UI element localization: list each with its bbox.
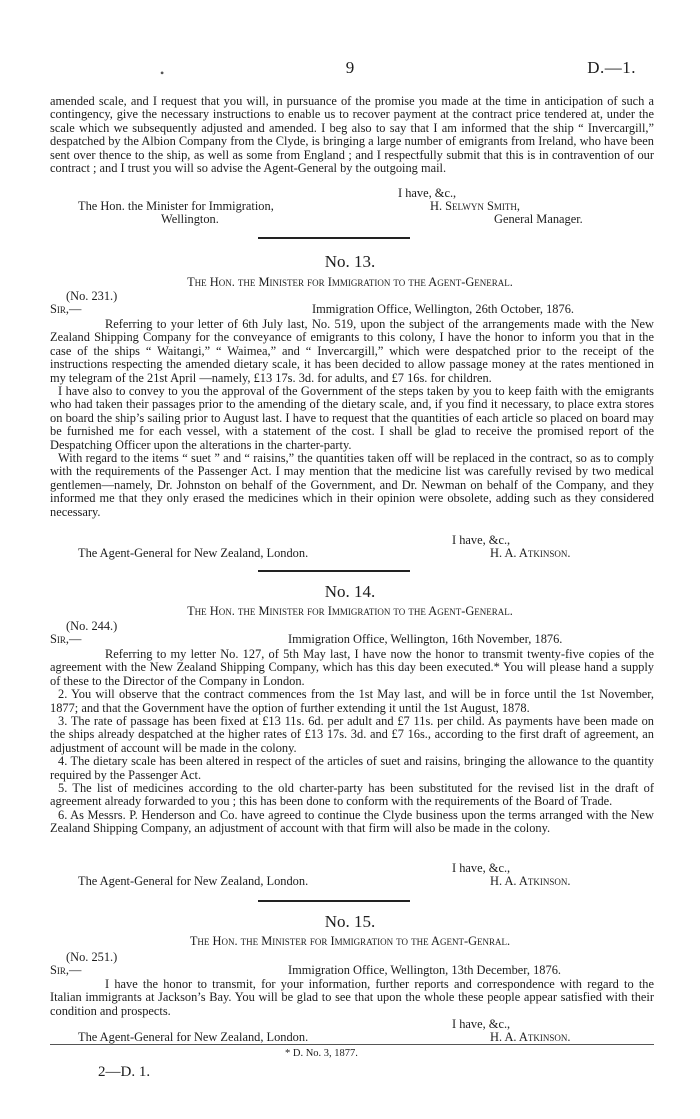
letter-14-paragraph: Referring to my letter No. 127, of 5th May last, I have now the honor to transmit twenty-five copies of the agreement with the New Zealand Shipping Company, which has this day been executed.* You will please hand a supply of these to the Director of the Company in London. <box>50 647 654 688</box>
letter-15-ref: (No. 251.) <box>66 950 118 964</box>
header-mark: • <box>160 66 165 80</box>
intro-paragraph <box>50 95 654 175</box>
letter-14-closing: I have, &c., <box>452 861 511 875</box>
letter-14-addressee: The Agent-General for New Zealand, London. <box>78 874 309 888</box>
page-number: 9 <box>345 58 355 77</box>
section-rule <box>258 570 410 572</box>
section-rule <box>258 237 410 239</box>
document-reference: D.—1. <box>587 58 636 77</box>
letter-15-place-date: Immigration Office, Wellington, 13th December, 1876. <box>288 963 561 977</box>
letter-14-ref: (No. 244.) <box>66 619 118 633</box>
letter-14-heading: No. 14. <box>324 582 376 601</box>
intro-addressee-line1: The Hon. the Minister for Immigration, <box>78 199 274 213</box>
letter-13-paragraph: Referring to your letter of 6th July last, No. 519, upon the subject of the arrangements made with the New Zealand Shipping Company for the conveyance of emigrants to this colony, I have the honor to inform you that in the case of the ships “ Waitangi,” “ Waimea,” and “ Invercargill,” which were despatched prior to the receipt of the instructions respecting the amended dietary scale, it has been decided to allow passage money at the rates mentioned in my telegram of the 21st April —namely, £13 17s. 3d. for adults, and £7 16s. for children. <box>50 317 654 385</box>
letter-13-closing: I have, &c., <box>452 533 511 547</box>
intro-signatory-title: General Manager. <box>494 212 583 226</box>
letter-14-salutation: Sir,— <box>50 632 82 646</box>
letter-13-signatory: H. A. Atkinson. <box>490 546 571 560</box>
letter-13-subheading: The Hon. the Minister for Immigration to the Agent-General. <box>187 275 513 289</box>
letter-14-place-date: Immigration Office, Wellington, 16th November, 1876. <box>288 632 563 646</box>
intro-addressee-line2: Wellington. <box>161 212 219 226</box>
letter-15-body <box>50 978 654 1018</box>
letter-15-heading: No. 15. <box>324 912 376 931</box>
letter-14-signatory: H. A. Atkinson. <box>490 874 571 888</box>
intro-closing: I have, &c., <box>398 186 457 200</box>
letter-15-paragraph: I have the honor to transmit, for your information, further reports and correspondence with regard to the Italian immigrants at Jackson’s Bay. You will be glad to see that upon the whole these people appear satisfied with their condition and prospects. <box>50 977 654 1018</box>
letter-14-paragraph: 5. The list of medicines according to the old charter-party has been substituted for the revised list in the draft of agreement already forwarded to you ; this has been done to conform with the requirements of the Board of Trade. <box>50 781 654 809</box>
letter-13-paragraph: With regard to the items “ suet ” and “ raisins,” the quantities taken off will be replaced in the contract, so as to comply with the requirements of the Passenger Act. I may mention that the medicine list was carefully revised by two medical gentlemen—namely, Dr. Johnston on behalf of the Government, and Dr. Newman on behalf of the Company, and they informed me that they only erased the medicines which in their opinion were obsolete, adding such as they considered necessary. <box>50 451 654 519</box>
letter-13-ref: (No. 231.) <box>66 289 118 303</box>
letter-15-addressee: The Agent-General for New Zealand, London. <box>78 1030 309 1044</box>
letter-14-body <box>50 648 654 836</box>
letter-14-paragraph: 6. As Messrs. P. Henderson and Co. have agreed to continue the Clyde business upon the terms arranged with the New Zealand Shipping Company, an adjustment of account with that firm will also be made in the colony. <box>50 807 654 836</box>
intro-text: amended scale, and I request that you will, in pursuance of the promise you made at the time in anticipation of such a contingency, give the necessary instructions to enable us to recover payment at the contract price tendered at, under the scale which we subsequently adjusted and amended. I beg also to say that I am informed that the ship “ Invercargill,” despatched by the Albion Company from the Clyde, is bringing a large number of emigrants from Ireland, who have been sent over thence to the ship, as well as some from England ; and I respectfully submit that this is in contravention of our contract ; and I trust you will so advise the Agent-General by the outgoing mail. <box>50 94 654 176</box>
letter-15-closing: I have, &c., <box>452 1017 511 1031</box>
letter-14-paragraph: 4. The dietary scale has been altered in respect of the articles of suet and raisins, bringing the allowance to the quantity required by the Passenger Act. <box>50 754 654 782</box>
section-rule <box>258 900 410 902</box>
letter-14-subheading: The Hon. the Minister for Immigration to the Agent-General. <box>187 604 513 618</box>
letter-13-body <box>50 318 654 519</box>
letter-15-signatory: H. A. Atkinson. <box>490 1030 571 1044</box>
letter-14-paragraph: 3. The rate of passage has been fixed at £13 11s. 6d. per adult and £7 11s. per child. As payments have been made on the ships already despatched at the higher rates of £13 17s. 3d. and £7 16s., according to the first draft of agreement, an adjustment of account will be made in the colony. <box>50 714 654 755</box>
footnote-rule <box>50 1044 654 1045</box>
letter-13-heading: No. 13. <box>324 252 376 271</box>
letter-14-paragraph: 2. You will observe that the contract commences from the 1st May last, and will be in force until the 1st November, 1877; and that the Government have the option of further extending it until the 1st August, 1878. <box>50 687 654 715</box>
letter-13-salutation: Sir,— <box>50 302 82 316</box>
footnote: * D. No. 3, 1877. <box>285 1048 358 1059</box>
intro-signatory: H. Selwyn Smith, <box>430 199 520 213</box>
footer-signature-mark: 2—D. 1. <box>98 1064 151 1080</box>
letter-13-addressee: The Agent-General for New Zealand, London. <box>78 546 309 560</box>
letter-15-subheading: The Hon. the Minister for Immigration to the Agent-Genral. <box>189 934 511 948</box>
letter-13-paragraph: I have also to convey to you the approval of the Government of the steps taken by you to keep faith with the emigrants who had taken their passages prior to the amending of the dietary scale, and, if you find it necessary, to place extra stores on board the ship’s sailing prior to August last. I have to request that the quantities of each article so placed on board may be furnished me for each vessel, with a statement of the cost. I shall be glad to receive the promised report of the Despatching Officer upon the alterations in the charter-party. <box>50 384 654 452</box>
letter-13-place-date: Immigration Office, Wellington, 26th October, 1876. <box>312 302 574 316</box>
letter-15-salutation: Sir,— <box>50 963 82 977</box>
